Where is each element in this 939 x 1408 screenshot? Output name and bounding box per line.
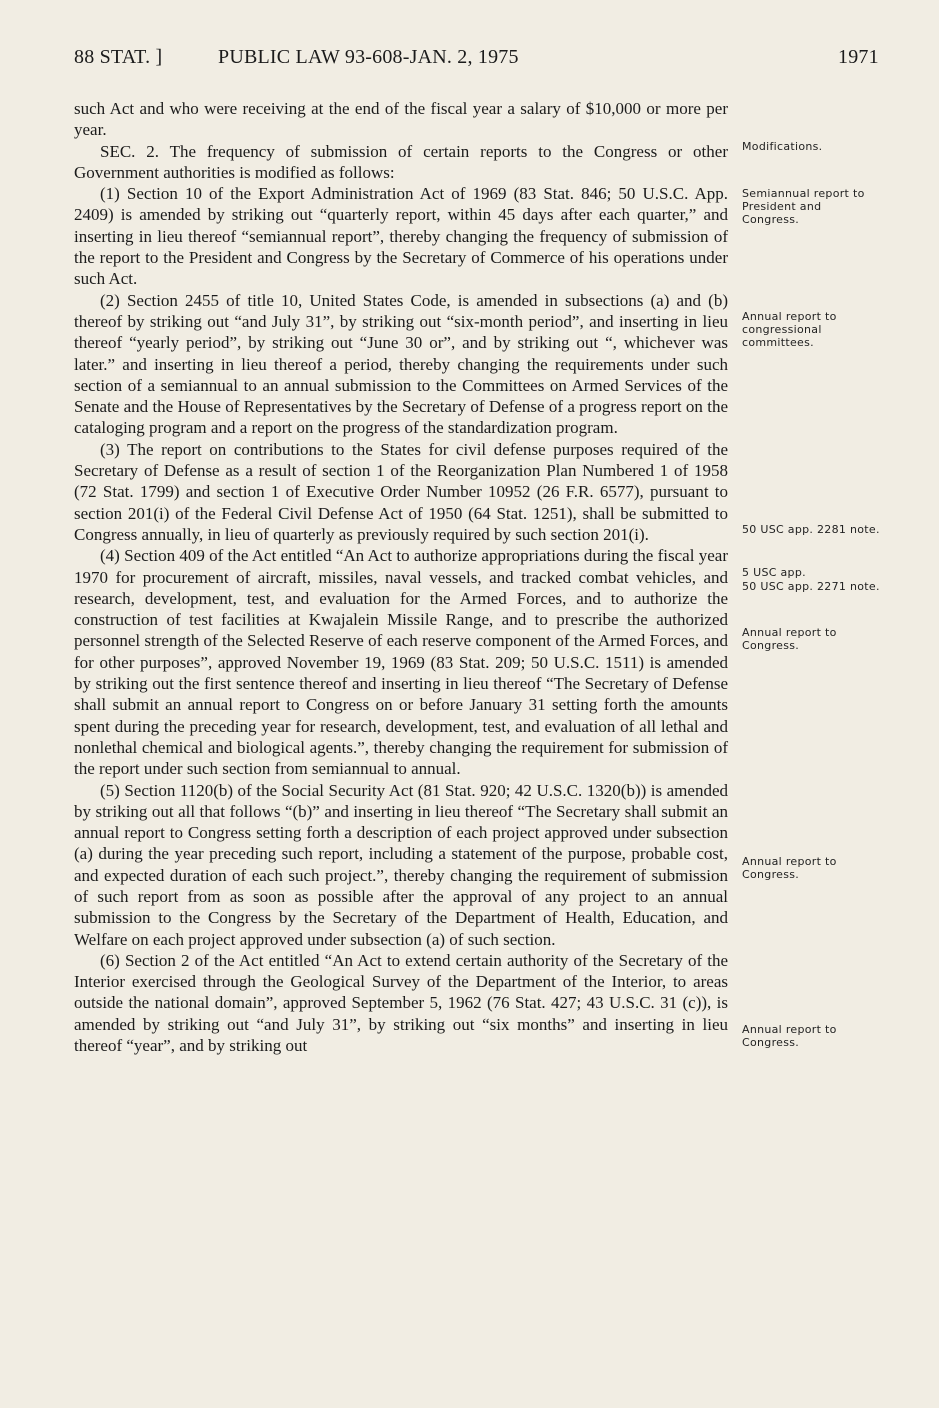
section-label: SEC. 2. (100, 141, 160, 161)
paragraph-item-4: (4) Section 409 of the Act entitled “An Act to authorize appropriations during the fiscal year 1970 for procurement of aircraft, missiles, naval vessels, and tracked combat vehicles, and research, development, test, and evaluation for the Armed Forces, and to authorize the construction of test facilities at Kwajalein Missile Range, and to prescribe the authorized personnel strength of the Selected Reserve of each reserve component of the Armed Forces, and for other purposes”, approved November 19, 1969 (83 Stat. 209; 50 U.S.C. 1511) is amended by striking out the first sentence thereof and inserting in lieu thereof “The Secretary of Defense shall submit an annual report to Congress on or before January 31 setting forth the amounts spent during the preceding year for research, development, test, and evaluation of all lethal and nonlethal chemical and biological agents.”, thereby changing the requirement for submission of the report under such section from semiannual to annual. (74, 546, 728, 779)
header-statute-volume: 88 STAT. ] (74, 46, 163, 68)
paragraph-sec-2 (74, 141, 728, 184)
margin-note-modifications: Modifications. (742, 140, 823, 153)
margin-note-annual-report-congress: Annual report to Congress. (742, 626, 837, 652)
margin-note-usc-citation: 5 USC app. (742, 566, 806, 579)
margin-note-annual-report-congress: Annual report to Congress. (742, 855, 837, 881)
body-text (74, 98, 728, 1056)
paragraph-item-5: (5) Section 1120(b) of the Social Security Act (81 Stat. 920; 42 U.S.C. 1320(b)) is amended by striking out all that follows “(b)” and inserting in lieu thereof “The Secretary shall submit an annual report to Congress setting forth a description of each project approved under subsection (a) during the year preceding such report, including a statement of the purpose, probable cost, and expected duration of each such project.”, thereby changing the requirement of submission of such report from as soon as possible after the approval of any project to an annual submission to the Congress by the Secretary of the Department of Health, Education, and Welfare on each project approved under subsection (a) of such section. (74, 780, 728, 949)
header-public-law-title: PUBLIC LAW 93-608-JAN. 2, 1975 (218, 46, 519, 68)
margin-note-usc-citation: 50 USC app. 2271 note. (742, 580, 880, 593)
paragraph-item-2: (2) Section 2455 of title 10, United States Code, is amended in subsections (a) and (b) thereof by striking out “and July 31”, by striking out “six-month period”, and inserting in lieu thereof “yearly period”, by striking out “June 30 or”, and by striking out “, whichever was later.” and inserting in lieu thereof a period, thereby changing the requirements under such section of a semiannual to an annual submission to the Committees on Armed Services of the Senate and the House of Representatives by the Secretary of Defense of a progress report on the cataloging program and a report on the progress of the standardization program. (74, 290, 728, 438)
section-text: The frequency of submission of certain reports to the Congress or other Government authorities is modified as follows: (74, 141, 728, 182)
header-page-number: 1971 (838, 46, 879, 68)
paragraph-item-1: (1) Section 10 of the Export Administration Act of 1969 (83 Stat. 846; 50 U.S.C. App. 2409) is amended by striking out “quarterly report, within 45 days after each quarter,” and inserting in lieu thereof “semiannual report”, thereby changing the frequency of submission of the report to the President and Congress by the Secretary of Commerce of his operations under such Act. (74, 184, 728, 289)
margin-note-annual-report-committees: Annual report to congressional committees. (742, 310, 837, 349)
paragraph-continuation: such Act and who were receiving at the end of the fiscal year a salary of $10,000 or more per year. (74, 99, 728, 140)
paragraph-item-6: (6) Section 2 of the Act entitled “An Act to extend certain authority of the Secretary of the Interior exercised through the Geological Survey of the Department of the Interior, to areas outside the national domain”, approved September 5, 1962 (76 Stat. 427; 43 U.S.C. 31 (c)), is amended by striking out “and July 31”, by striking out “six months” and inserting in lieu thereof “year”, and by striking out (74, 950, 728, 1056)
margin-note-usc-citation: 50 USC app. 2281 note. (742, 523, 880, 536)
margin-note-annual-report-congress: Annual report to Congress. (742, 1023, 837, 1049)
margin-note-semiannual-report: Semiannual report to President and Congress. (742, 187, 865, 226)
paragraph-item-3: (3) The report on contributions to the States for civil defense purposes required of the Secretary of Defense as a result of section 1 of the Reorganization Plan Numbered 1 of 1958 (72 Stat. 1799) and section 1 of Executive Order Number 10952 (26 F.R. 6577), pursuant to section 201(i) of the Federal Civil Defense Act of 1950 (64 Stat. 1251), shall be submitted to Congress annually, in lieu of quarterly as previously required by such section 201(i). (74, 439, 728, 544)
